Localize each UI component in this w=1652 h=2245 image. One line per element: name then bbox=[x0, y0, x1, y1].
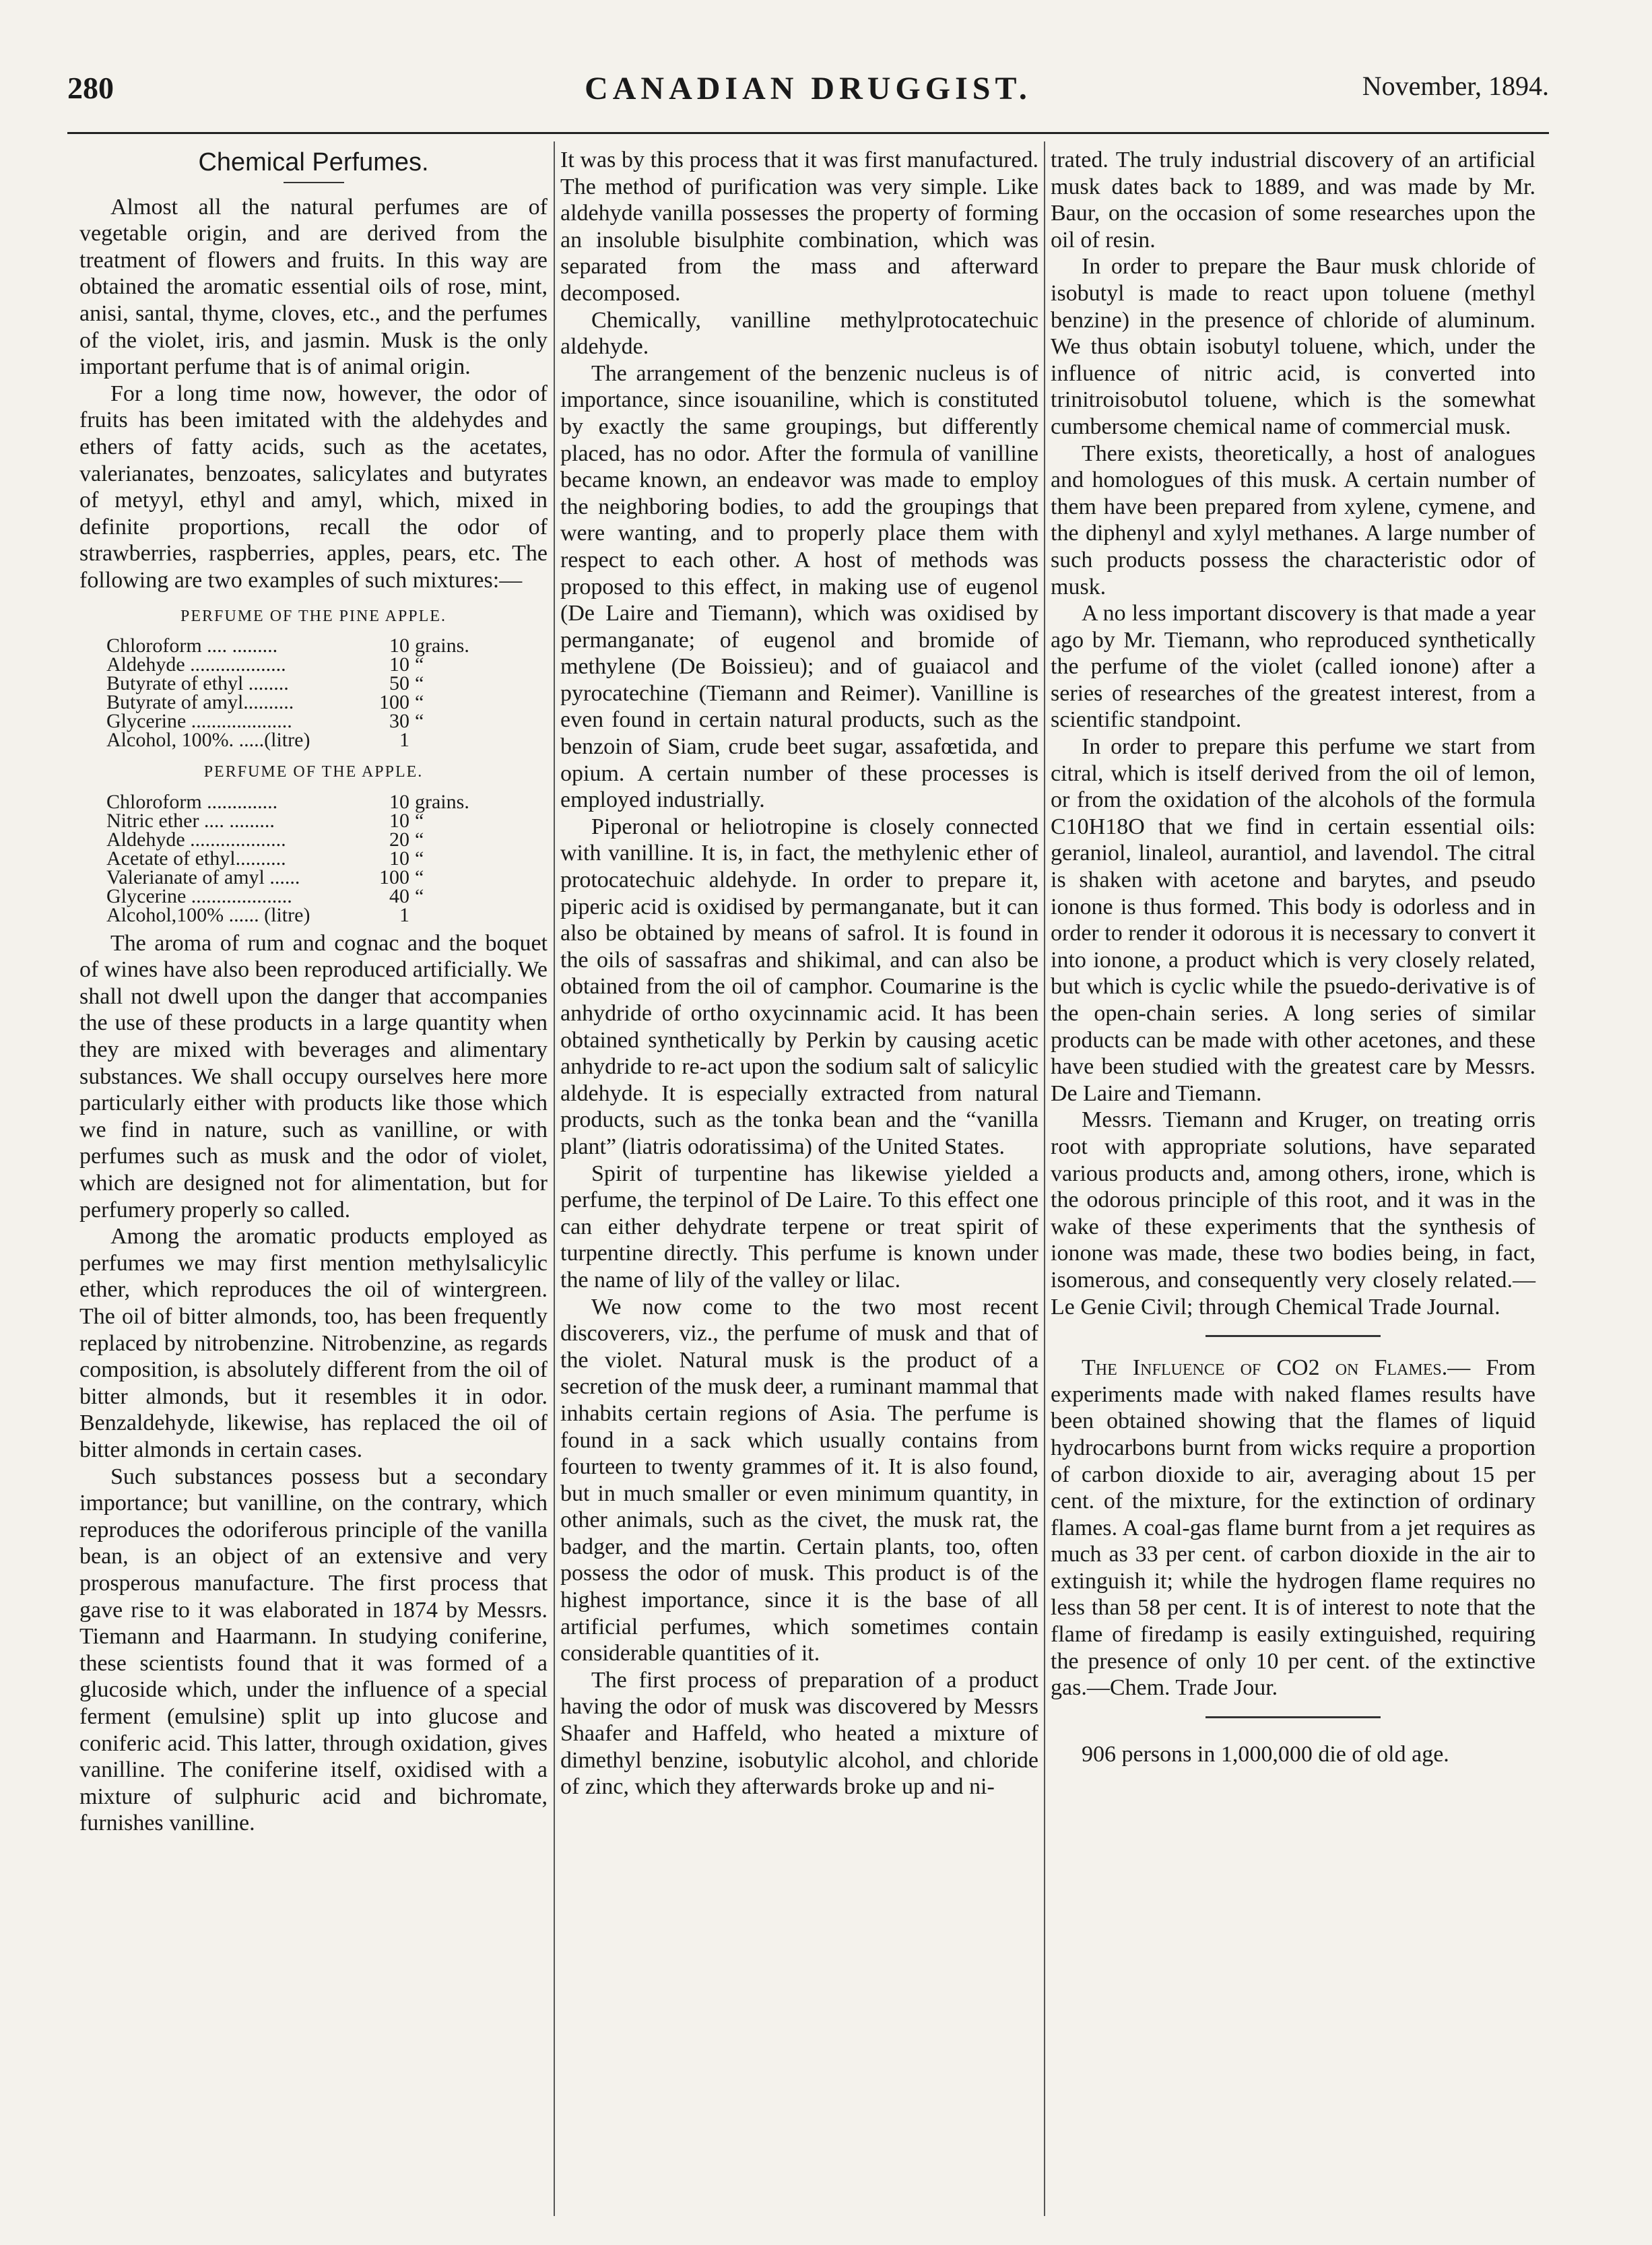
ingredient: Glycerine .................... bbox=[106, 710, 292, 733]
page-header bbox=[67, 70, 1549, 117]
unit: “ bbox=[415, 691, 424, 714]
amount: 40 bbox=[389, 884, 409, 907]
section-separator bbox=[1205, 1335, 1381, 1337]
recipe-title: PERFUME OF THE PINE APPLE. bbox=[180, 607, 447, 625]
statistic-note: 906 persons in 1,000,000 die of old age. bbox=[1082, 1741, 1449, 1767]
recipe-row bbox=[106, 812, 469, 831]
paragraph: Such substances possess but a secondary importance; but vanilline, on the contrary, which reproduces the odoriferous principle of the vanilla bean, is an object of an extensive and very prosperous manufacture. The first process that gave rise to it was elaborated in 1874 by Messrs. Tiemann and Haarmann. In studying coniferine, these scientists found that it was formed of a glucoside which, under the influence of a special ferment (emulsine) split up into glucose and coniferic acid. This latter, through oxidation, gives vanilline. The coniferine itself, oxidised with a mixture of sulphuric acid and bichromate, furnishes vanilline. bbox=[79, 1464, 548, 1836]
ingredient: Chloroform .... ......... bbox=[106, 635, 278, 657]
ingredient: Aldehyde ................... bbox=[106, 653, 286, 676]
amount: 10 bbox=[389, 635, 409, 657]
ingredient: Acetate of ethyl.......... bbox=[106, 847, 286, 870]
recipe-title: PERFUME OF THE APPLE. bbox=[203, 763, 424, 781]
ingredient: Aldehyde ................... bbox=[106, 828, 286, 851]
paragraph: Spirit of turpentine has likewise yielded a perfume, the terpinol of De Laire. To this effect one can either dehydrate terpene or treat spirit of turpentine directly. This perfume is known under the name of lily of the valley or lilac. bbox=[560, 1161, 1038, 1293]
issue-date: November, 1894. bbox=[1362, 71, 1549, 101]
amount: 10 bbox=[389, 790, 409, 813]
amount: 10 bbox=[389, 847, 409, 870]
paragraph: trated. The truly industrial discovery of an artificial musk dates back to 1889, and was made by Mr. Baur, on the occasion of some researches upon the oil of resin. bbox=[1051, 148, 1535, 253]
column-divider bbox=[554, 141, 555, 2216]
amount: 50 bbox=[389, 672, 409, 695]
amount: 20 bbox=[389, 828, 409, 851]
header-rule bbox=[67, 132, 1549, 134]
recipe-row bbox=[106, 831, 469, 849]
paragraph: In order to prepare this perfume we start from citral, which is itself derived from the oil of lemon, or from the oxidation of the alcohols of the formula C10H18O that we find in certain essential oils: geraniol, linaleol, aurantiol, and lavendol. The citral is shaken with acetone and barytes, and pseudo ionone is thus formed. This body is odorless and in order to render it odorous it is necessary to convert it into ionone, a product which is very closely related, but which is cyclic while the psuedo-derivative is of the open-chain series. A long series of similar products can be made with other acetones, and these have been studied with the greatest care by Messrs. De Laire and Tiemann. bbox=[1051, 734, 1535, 1106]
recipe-row bbox=[106, 637, 469, 655]
unit: “ bbox=[415, 672, 424, 695]
amount: 1 bbox=[399, 903, 409, 926]
paragraph: We now come to the two most recent discoverers, viz., the perfume of musk and that of the violet. Natural musk is the product of a secretion of the musk deer, a ruminant mammal that inhabits certain regions of Asia. The perfume is found in a sack which usually contains from fourteen to twenty grammes of it. It is also found, but in much smaller or even minimum quantity, in other animals, such as the civet, the musk rat, the badger, and the martin. Certain plants, too, often possess the odor of musk. This product is of the highest importance, since it is the base of all artificial perfumes, which sometimes contain considerable quantities of it. bbox=[560, 1294, 1038, 1666]
column-2 bbox=[560, 147, 1038, 1800]
influence-body: From experiments made with naked flames results have been obtained showing that the flames of liquid hydrocarbons burnt from wicks require a proportion of carbon dioxide to air, averaging about 15 per cent. of the mixture, for the extinction of ordinary flames. A coal-gas flame burnt from a jet requires as much as 33 per cent. of carbon dioxide in the air to extinguish it; while the hydrogen flame requires no less than 58 per cent. It is of interest to note that the flame of firedamp is easily extinguished, requiring the presence of only 10 per cent. of the extinctive gas.—Chem. Trade Jour. bbox=[1051, 1355, 1535, 1701]
page-number: 280 bbox=[67, 71, 114, 105]
unit: “ bbox=[415, 653, 424, 676]
unit: “ bbox=[415, 710, 424, 733]
section-separator bbox=[1205, 1716, 1381, 1718]
recipe-row bbox=[106, 793, 469, 812]
journal-title: CANADIAN DRUGGIST. bbox=[585, 71, 1032, 106]
ingredient: Butyrate of amyl.......... bbox=[106, 691, 294, 714]
paragraph: Among the aromatic products employed as perfumes we may first mention methylsalicylic ether, which reproduces the oil of wintergreen. The oil of bitter almonds, too, has been frequently replaced by nitrobenzine. Nitrobenzine, as regards composition, is absolutely different from the oil of bitter almonds, but it resembles it in odor. Benzaldehyde, likewise, has replaced the oil of bitter almonds in certain cases. bbox=[79, 1224, 548, 1462]
ingredient: Butyrate of ethyl ........ bbox=[106, 672, 289, 695]
ingredient: Alcohol, 100%. .....(litre) bbox=[106, 729, 310, 752]
paragraph: Messrs. Tiemann and Kruger, on treating orris root with appropriate solutions, have separated various products and, among others, irone, which is the odorous principle of this root, and it was in the wake of these experiments that the synthesis of ionone was made, these two bodies being, in fact, isomerous, and consequently very closely related.—Le Genie Civil; through Chemical Trade Journal. bbox=[1051, 1107, 1535, 1320]
amount: 100 bbox=[379, 866, 409, 888]
unit: “ bbox=[415, 847, 424, 870]
amount: 10 bbox=[389, 653, 409, 676]
ingredient: Valerianate of amyl ...... bbox=[106, 866, 300, 888]
title-rule bbox=[284, 182, 344, 183]
paragraph: The aroma of rum and cognac and the boquet of wines have also been reproduced artificially. We shall not dwell upon the danger that accompanies the use of these products in a large quantity when they are mixed with beverages and alimentary substances. We shall occupy ourselves here more particularly either with products like those which we find in nature, such as vanilline, or with perfumes such as musk and the odor of violet, which are designed not for alimentation, but for perfumery properly so called. bbox=[79, 930, 548, 1223]
recipe-table bbox=[106, 790, 469, 926]
ingredient: Chloroform .............. bbox=[106, 790, 278, 813]
recipe-row bbox=[106, 906, 469, 925]
influence-heading: The Influence of CO2 on Flames.— bbox=[1082, 1355, 1471, 1381]
recipe-row bbox=[106, 887, 469, 906]
ingredient: Glycerine .................... bbox=[106, 884, 292, 907]
paragraph: Almost all the natural perfumes are of vegetable origin, and are derived from the treatment of flowers and fruits. In this way are obtained the aromatic essential oils of rose, mint, anisi, santal, thyme, cloves, etc., and the perfumes of the violet, iris, and jasmin. Musk is the only important perfume that is of animal origin. bbox=[79, 194, 548, 380]
recipe-row bbox=[106, 731, 469, 750]
unit: grains. bbox=[415, 790, 469, 813]
column-1 bbox=[79, 147, 548, 1837]
unit bbox=[415, 731, 469, 750]
amount: 30 bbox=[389, 710, 409, 733]
paragraph: Piperonal or heliotropine is closely connected with vanilline. It is, in fact, the methylenic ether of protocatechuic aldehyde. In order to prepare it, piperic acid is oxidised by permanganate, but it can also be obtained by means of safrol. It is found in the oils of sassafras and shikimal, and can also be obtained from the oil of camphor. Coumarine is the anhydride of ortho oxycinnamic acid. It has been obtained synthetically by Perkin by causing acetic anhydride to re-act upon the sodium salt of salicylic aldehyde. It is especially extracted from natural products, such as the tonka bean and the “vanilla plant” (liatris odoratissima) of the United States. bbox=[560, 814, 1038, 1159]
paragraph: Chemically, vanilline methylprotocatechuic aldehyde. bbox=[560, 307, 1038, 360]
paragraph: In order to prepare the Baur musk chloride of isobutyl is made to react upon toluene (methyl benzine) in the presence of chloride of aluminum. We thus obtain isobutyl toluene, which, under the influence of nitric acid, is converted into trinitroisobutol toluene, which is the somewhat cumbersome chemical name of commercial musk. bbox=[1051, 254, 1535, 439]
recipe-row bbox=[106, 868, 469, 887]
unit: “ bbox=[415, 809, 424, 832]
paragraph: It was by this process that it was first manufactured. The method of purification was very simple. Like aldehyde vanilla possesses the property of forming an insoluble bisulphite combination, which was separated from the mass and afterward decomposed. bbox=[560, 148, 1038, 306]
recipe-row bbox=[106, 712, 469, 731]
amount: 1 bbox=[399, 729, 409, 752]
recipe-row bbox=[106, 849, 469, 868]
article-title: Chemical Perfumes. bbox=[198, 148, 429, 176]
paragraph: There exists, theoretically, a host of analogues and homologues of this musk. A certain number of them have been prepared from xylene, cymene, and the diphenyl and xylyl methanes. A large number of such products possess the characteristic odor of musk. bbox=[1051, 441, 1535, 599]
paragraph: A no less important discovery is that made a year ago by Mr. Tiemann, who reproduced synthetically the perfume of the violet (called ionone) after a series of researches of the greatest interest, from a scientific standpoint. bbox=[1051, 601, 1535, 733]
amount: 100 bbox=[379, 691, 409, 714]
unit: “ bbox=[415, 884, 424, 907]
recipe-table bbox=[106, 637, 469, 750]
unit: “ bbox=[415, 828, 424, 851]
ingredient: Nitric ether .... ......... bbox=[106, 809, 275, 832]
recipe-row bbox=[106, 655, 469, 674]
paragraph: For a long time now, however, the odor of fruits has been imitated with the aldehydes and ethers of fatty acids, such as the acetates, valerianates, benzoates, salicylates and butyrates of metyyl, ethyl and amyl, which, mixed in definite proportions, recall the odor of strawberries, raspberries, apples, pears, etc. The following are two examples of such mixtures:— bbox=[79, 381, 548, 593]
recipe-row bbox=[106, 674, 469, 693]
amount: 10 bbox=[389, 809, 409, 832]
column-divider bbox=[1044, 141, 1045, 2216]
unit: grains. bbox=[415, 635, 469, 657]
unit bbox=[415, 906, 469, 925]
recipe-row bbox=[106, 693, 469, 712]
unit: “ bbox=[415, 866, 424, 888]
column-3 bbox=[1051, 147, 1535, 1767]
paragraph: The arrangement of the benzenic nucleus is of importance, since isouaniline, which is constituted by exactly the same groupings, but differently placed, has no odor. After the formula of vanilline became known, an endeavor was made to employ the neighboring bodies, to add the groupings that were wanting, and to properly place them with respect to each other. A host of methods was proposed to this effect, in making use of eugenol (De Laire and Tiemann), which was oxidised by permanganate; of eugenol and bromide of methylene (De Boissieu); and of guaiacol and pyrocatechine (Tiemann and Reimer). Vanilline is even found in certain natural products, such as the benzoin of Siam, crude beet sugar, assafœtida, and opium. A certain number of these processes is employed industrially. bbox=[560, 360, 1038, 813]
paragraph: The first process of preparation of a product having the odor of musk was discovered by Messrs Shaafer and Haffeld, who heated a mixture of dimethyl benzine, isobutylic alcohol, and chloride of zinc, which they afterwards broke up and ni- bbox=[560, 1667, 1038, 1800]
influence-paragraph bbox=[1051, 1355, 1535, 1701]
ingredient: Alcohol,100% ...... (litre) bbox=[106, 903, 310, 926]
